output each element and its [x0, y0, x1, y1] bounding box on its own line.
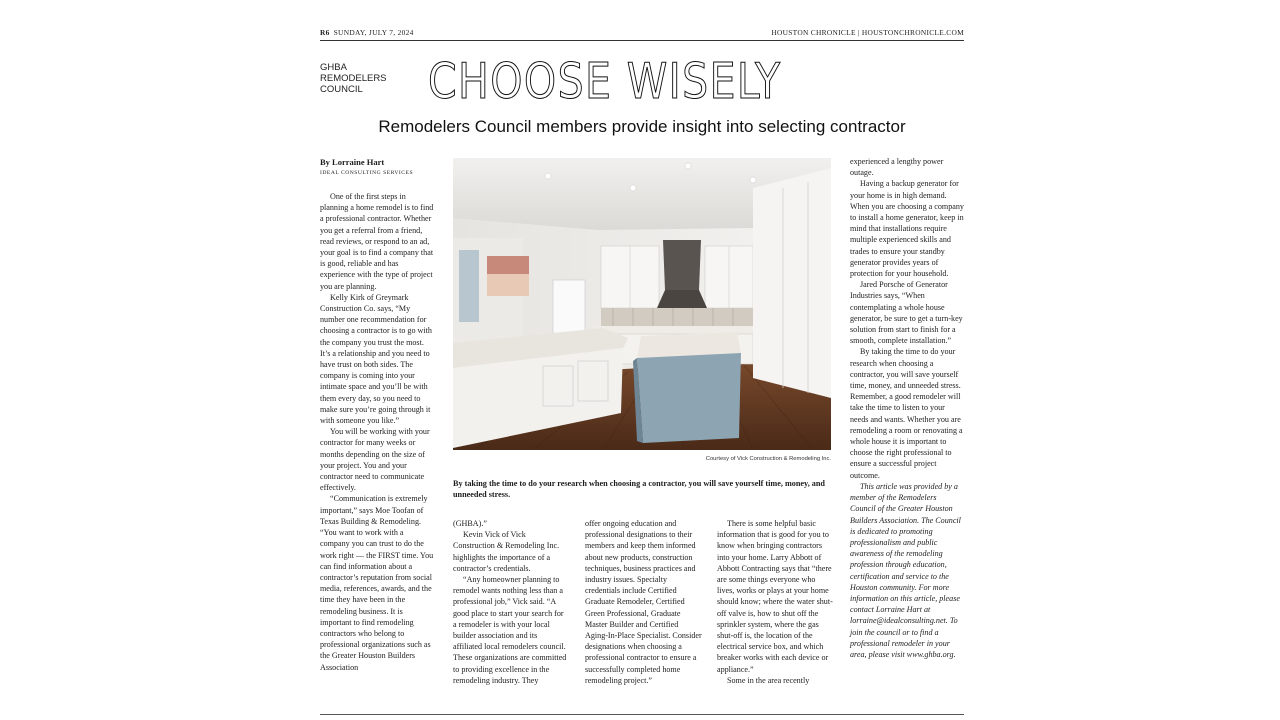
pull-quote: By taking the time to do your research when choosing a contractor, you will save yourself time, money, and unneeded stress.: [453, 479, 825, 499]
kicker-line: REMODELERS: [320, 73, 387, 84]
section-kicker: [320, 62, 400, 95]
kicker-line: COUNCIL: [320, 84, 363, 95]
paragraph: “Any homeowner planning to remodel wants nothing less than a professional job,” Vick said. “A good place to start your search for a remodeler is with your local builder association and its affiliated local remodelers council. These organizations are committed to providing excellence in the remodeling industry. They: [453, 575, 567, 685]
text-column-1: [320, 191, 434, 673]
headline-text: CHOOSE WISELY: [428, 53, 782, 110]
paragraph: experienced a lengthy power outage.: [850, 157, 944, 178]
headline: [428, 52, 858, 112]
paragraph: Having a backup generator for your home is in high demand. When you are choosing a company to install a home generator, keep in mind that installations require multiple experienced skills and trades to ensure your standby generator provides years of protection for your household.: [850, 179, 964, 279]
text-column-4: [717, 518, 833, 686]
text-column-5: [850, 156, 964, 660]
paragraph: Kevin Vick of Vick Construction & Remodeling Inc. highlights the importance of a contractor’s credentials.: [453, 530, 560, 573]
kicker-line: GHBA: [320, 62, 347, 73]
paragraph: You will be working with your contractor for many weeks or months depending on the size of your project. You and your contractor need to communicate effectively.: [320, 427, 430, 493]
bottom-rule: [320, 714, 964, 715]
paragraph: “Communication is extremely important,” says Moe Toofan of Texas Building & Remodeling. “You want to work with a company you can trust to do the work right — the FIRST time. You can find information about a contractor’s reputation from social media, references, awards, and the time they have been in the remodeling business. It is important to find remodeling contractors who belong to professional organizations such as the Greater Houston Builders Association: [320, 494, 434, 672]
paragraph: Some in the area recently: [727, 675, 810, 685]
paragraph: Jared Porsche of Generator Industries says, “When contemplating a whole house generator, be sure to get a turn-key solution from start to finish for a smooth, complete installation.”: [850, 280, 963, 346]
photo-credit: Courtesy of Vick Construction & Remodeling Inc.: [705, 456, 831, 462]
page-number: R6: [320, 28, 330, 37]
issue-date: SUNDAY, JULY 7, 2024: [333, 28, 414, 37]
kitchen-photo: [453, 158, 831, 450]
text-column-2: [453, 518, 567, 686]
deck-subheadline: Remodelers Council members provide insight into selecting contractor: [378, 117, 906, 136]
folio-left: [320, 28, 414, 37]
paragraph: offer ongoing education and professional designations to their members and keep them informed about new products, construction techniques, business practices and industry issues. Specialty credentials include Certified Graduate Remodeler, Certified Green Professional, Graduate Master Builder and Certified Aging-In-Place Specialist. Consider designations when choosing a professional contractor to ensure a successfully completed home remodeling project.”: [585, 519, 702, 685]
kitchen-illustration: [453, 158, 831, 450]
paragraph: (GHBA).”: [453, 519, 487, 528]
byline: By Lorraine Hart: [320, 157, 385, 167]
article-tagline: This article was provided by a member of the Remodelers Council of the Greater Houston Builders Association. The Council is dedicated to promoting professionalism and public awareness of the remodeling profession through education, certification and service to the Houston community. For more information on this article, please contact Lorraine Hart at lorraine@idealconsulting.net. To join the council or to find a professional remodeler in your area, please visit www.ghba.org.: [850, 481, 961, 659]
paragraph: One of the first steps in planning a home remodel is to find a professional contractor. Whether you get a referral from a friend, read reviews, or respond to an ad, your goal is to find a company that is good, reliable and has experience with the type of project you are planning.: [320, 192, 434, 291]
paragraph: Kelly Kirk of Greymark Construction Co. says, “My number one recommendation for choosing a contractor is to go with the company you trust the most. It’s a relationship and you need to have trust on both sides. The company is coming into your intimate space and you’ll be with them every day, so you need to make sure you’re going through it with someone you like.”: [320, 292, 432, 426]
paragraph: By taking the time to do your research when choosing a contractor, you will save yourself time, money, and unneeded stress. Remember, a good remodeler will take the time to listen to your needs and wants. Whether you are remodeling a room or renovating a whole house it is important to choose the right professional to ensure a successful project outcome.: [850, 347, 963, 480]
newspaper-page: [320, 24, 964, 716]
text-column-3: [585, 518, 702, 686]
top-rule: [320, 40, 964, 41]
byline-affiliation: IDEAL CONSULTING SERVICES: [320, 170, 414, 176]
paragraph: There is some helpful basic information that is good for you to know when bringing contractors into your home. Larry Abbott of Abbott Contracting says that “there are some things everyone who lives, works or plays at your home should know; where the water shut-off valve is, how to shut off the sprinkler system, where the gas shut-off is, the location of the electrical service box, and which breaker works with each device or appliance.”: [717, 519, 833, 674]
publication-name: HOUSTON CHRONICLE | HOUSTONCHRONICLE.COM: [771, 28, 964, 37]
